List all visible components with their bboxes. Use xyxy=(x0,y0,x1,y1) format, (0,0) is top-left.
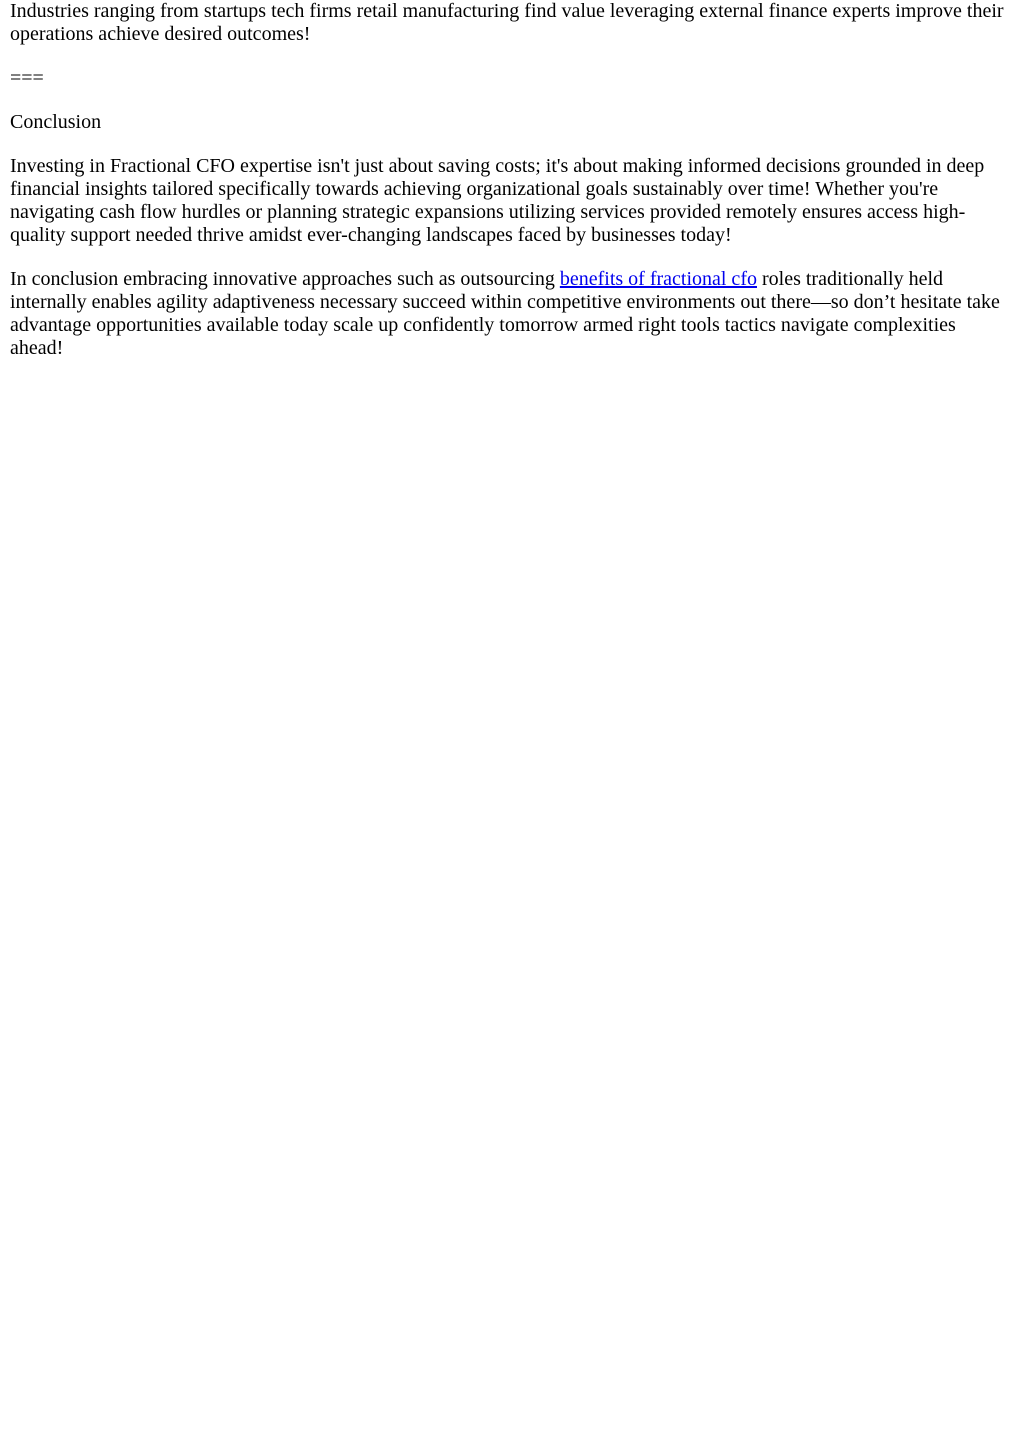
conclusion-text-after: roles traditionally held internally enables agility adaptiveness necessary succeed within competitive environments out there—so don’t hesitate take advantage opportunities available today scale up confidently tomorrow armed right tools tactics navigate complexities ahead! xyxy=(10,268,1000,359)
investing-paragraph: Investing in Fractional CFO expertise isn't just about saving costs; it's about making informed decisions grounded in deep financial insights tailored specifically towards achieving organizational goals sustainably over time! Whether you're navigating cash flow hurdles or planning strategic expansions utilizing services provided remotely ensures access high-quality support needed thrive amidst ever-changing landscapes faced by businesses today! xyxy=(10,155,985,246)
conclusion-text-before: In conclusion embracing innovative approaches such as outsourcing xyxy=(10,268,560,290)
document-body xyxy=(0,0,1024,360)
conclusion-paragraph xyxy=(10,268,1014,360)
fractional-cfo-link[interactable]: benefits of fractional cfo xyxy=(559,268,757,290)
section-separator: === xyxy=(10,67,44,89)
intro-paragraph: Industries ranging from startups tech firms retail manufacturing find value leveraging external finance experts improve their operations achieve desired outcomes! xyxy=(10,0,1004,45)
conclusion-heading: Conclusion xyxy=(10,111,102,133)
